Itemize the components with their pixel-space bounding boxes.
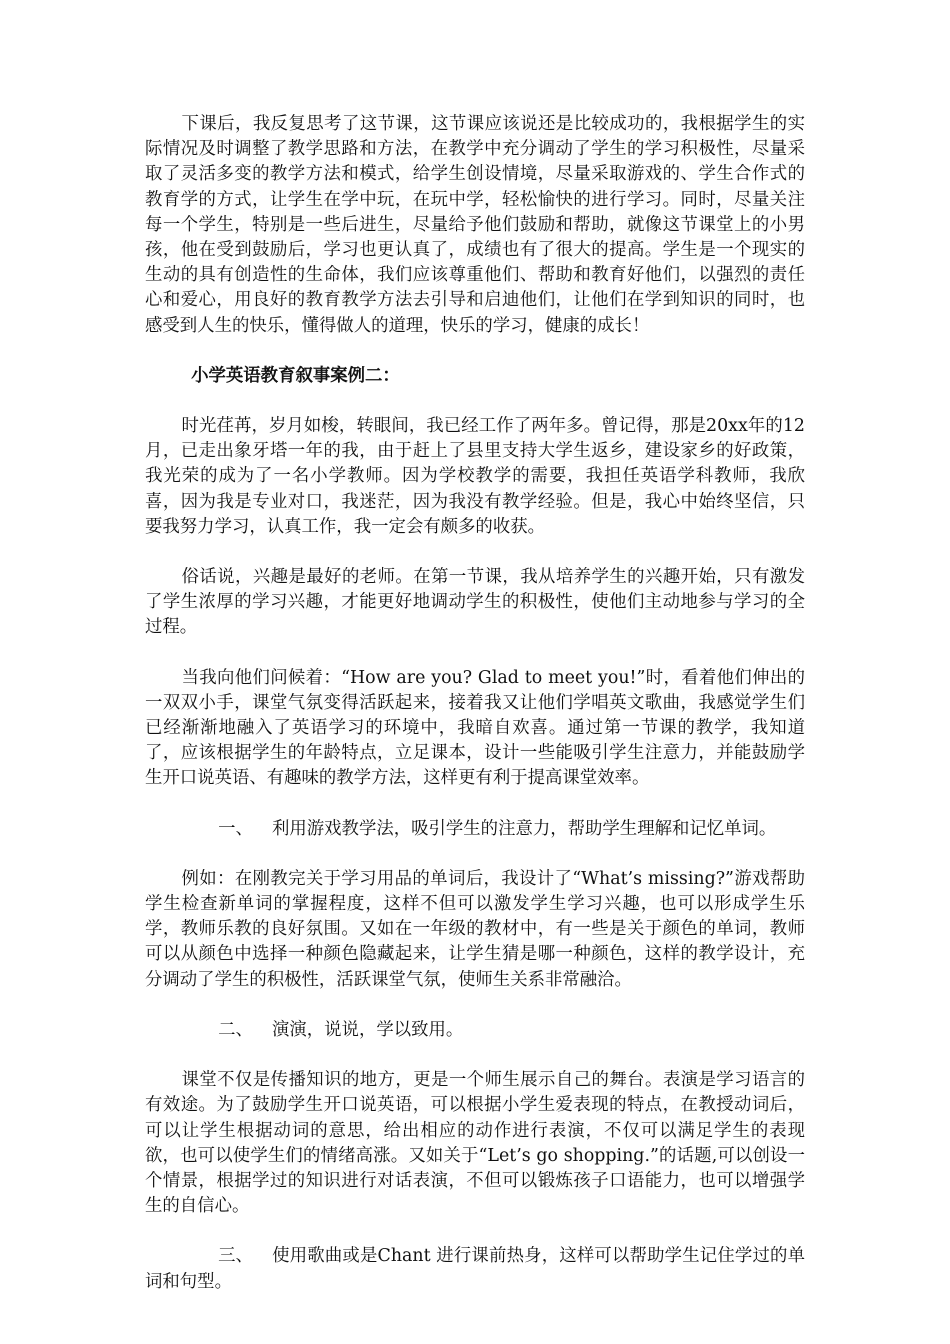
paragraph-intro: 时光荏苒，岁月如梭，转眼间，我已经工作了两年多。曾记得，那是20xx年的12月，已走出象牙塔一年的我，由于赶上了县里支持大学生返乡，建设家乡的好政策，我光荣的成为了一名小学教师。因为学校教学的需要，我担任英语学科教师，我欣喜，因为我是专业对口，我迷茫，因为我没有教学经验。但是，我心中始终坚信，只要我努力学习，认真工作，我一定会有颇多的收获。 bbox=[145, 416, 805, 537]
list-marker: 二、 bbox=[218, 1019, 253, 1040]
list-item-text: 演演，说说，学以致用。 bbox=[271, 1019, 464, 1040]
paragraph-classroom: 课堂不仅是传播知识的地方，更是一个师生展示自己的舞台。表演是学习语言的有效途。为了鼓励学生开口说英语，可以根据小学生爱表现的特点，在教授动词后，可以让学生根据动词的意思，给出相应的动作进行表演，不仅可以满足学生的表现欲，也可以使学生们的情绪高涨。又如关于“Let’s go shopping.”的话题,可以创设一个情景，根据学过的知识进行对话表演，不但可以锻炼孩子口语能力，也可以增强学生的自信心。 bbox=[145, 1070, 805, 1217]
list-item-songs bbox=[145, 1244, 805, 1294]
paragraph-greeting: 当我向他们问候着：“How are you? Glad to meet you!”时，看着他们伸出的一双双小手，课堂气氛变得活跃起来，接着我又让他们学唱英文歌曲，我感觉学生们已经渐渐地融入了英语学习的环境中，我暗自欢喜。通过第一节课的教学，我知道了，应该根据学生的年龄特点，立足课本，设计一些能吸引学生注意力，并能鼓励学生开口说英语、有趣味的教学方法，这样更有利于提高课堂效率。 bbox=[145, 667, 805, 789]
list-marker: 一、 bbox=[218, 818, 253, 839]
paragraph-example: 例如：在刚教完关于学习用品的单词后，我设计了“What’s missing?”游戏帮助学生检查新单词的掌握程度，这样不但可以激发学生学习兴趣，也可以形成学生乐学，教师乐教的良好氛围。又如在一年级的教材中，有一些是关于颜色的单词，教师可以从颜色中选择一种颜色隐藏起来，让学生猜是哪一种颜色，这样的教学设计，充分调动了学生的积极性，活跃课堂气氛，使师生关系非常融洽。 bbox=[145, 868, 805, 990]
list-item-games bbox=[145, 817, 805, 842]
document-page bbox=[145, 112, 805, 1320]
section-heading: 小学英语教育叙事案例二： bbox=[191, 365, 400, 386]
paragraph-reflection: 下课后，我反复思考了这节课，这节课应该说还是比较成功的，我根据学生的实际情况及时调整了教学思路和方法，在教学中充分调动了学生的学习积极性，尽量采取了灵活多变的教学方法和模式，给学生创设情境，尽量采取游戏的、学生合作式的教育学的方式，让学生在学中玩，在玩中学，轻松愉快的进行学习。同时，尽量关注每一个学生，特别是一些后进生，尽量给予他们鼓励和帮助，就像这节课堂上的小男孩，他在受到鼓励后，学习也更认真了，成绩也有了很大的提高。学生是一个现实的生动的具有创造性的生命体，我们应该尊重他们、帮助和教育好他们，以强烈的责任心和爱心，用良好的教育教学方法去引导和启迪他们，让他们在学到知识的同时，也感受到人生的快乐，懂得做人的道理，快乐的学习，健康的成长！ bbox=[145, 114, 805, 336]
list-item-text: 使用歌曲或是Chant 进行课前热身，这样可以帮助学生记住学过的单词和句型。 bbox=[145, 1246, 805, 1292]
paragraph-interest: 俗话说，兴趣是最好的老师。在第一节课，我从培养学生的兴趣开始，只有激发了学生浓厚的学习兴趣，才能更好地调动学生的积极性，使他们主动地参与学习的全过程。 bbox=[145, 567, 805, 638]
list-marker: 三、 bbox=[218, 1246, 253, 1267]
list-item-text: 利用游戏教学法，吸引学生的注意力，帮助学生理解和记忆单词。 bbox=[271, 818, 777, 839]
list-item-acting bbox=[145, 1018, 805, 1043]
